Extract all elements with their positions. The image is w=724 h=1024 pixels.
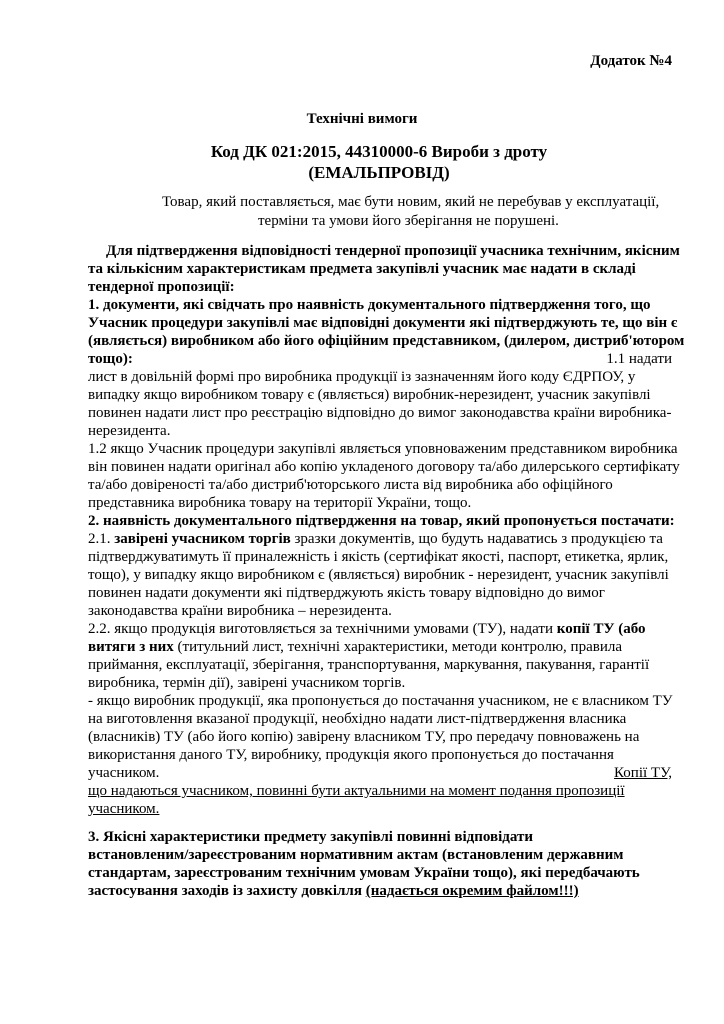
bold-intro-line-1: Для підтвердження відповідності тендерної пропозиції учасника технічним, якісним (106, 243, 680, 259)
dash-line-2: на виготовлення вказаної продукції, необхідно надати лист-підтвердження власника (88, 711, 627, 727)
section1-heading-line-1: 1. документи, які свідчать про наявність документального підтвердження того, що (88, 297, 651, 313)
p21-line-2: тощо), у випадку якщо виробником є (являється) виробник - нерезидент, учасник закупівлі (88, 567, 669, 583)
appendix-label: Додаток №4 (590, 53, 672, 69)
bold-intro-line-3: тендерної пропозиції: (88, 279, 235, 295)
p12-line-3: та/або довіреності та/або дистриб'юторського листа від виробника або офіційного (88, 477, 613, 493)
intro-line-2: терміни та умови його зберігання не порушені. (258, 213, 559, 229)
underlined-line-1: що надаються учасником, повинні бути актуальними на момент подання пропозиції (88, 783, 625, 799)
bold-intro-line-2: та кількісним характеристикам предмета закупівлі учасник має надати в складі (88, 261, 636, 277)
dash-line-end: учасником. (88, 765, 160, 781)
p11-line-4: нерезидента. (88, 423, 171, 439)
copies-tu-label: Копії ТУ, (614, 765, 672, 781)
p22-line-1: приймання, експлуатації, зберігання, транспортування, маркування, пакування, гарантії (88, 657, 650, 673)
p22-rest: (титульний лист, технічні характеристики, методи контролю, правила (173, 639, 622, 655)
section1-heading-line-4: тощо): (88, 351, 133, 367)
dash-line-3: (власників) ТУ (або його копію) завірену власником ТУ, про передачу повноважень на (88, 729, 640, 745)
section1-heading-line-3: (являється) виробником або його офіційним представником, (дилером, дистриб'ютором (88, 333, 685, 349)
code-heading-line2: (ЕМАЛЬПРОВІД) (308, 163, 450, 182)
p21-first-line (88, 530, 663, 548)
p12-line-4: представника виробника товару на території України, тощо. (88, 495, 472, 511)
section3-last-underlined: (надається окремим файлом!!!) (365, 883, 579, 899)
p22-start: 2.2. якщо продукція виготовляється за технічними умовами (ТУ), надати (88, 621, 557, 637)
p22-line-2: виробника, термін дії), завірені учасником торгів. (88, 675, 406, 691)
p11-start: 1.1 надати (606, 351, 672, 367)
p21-line-1: підтверджуватимуть її приналежність і якість (сертифікат якості, паспорт, етикетка, ярлик, (88, 549, 669, 565)
p22-bold1: копії ТУ (або (556, 621, 646, 637)
dash-line-1: - якщо виробник продукції, яка пропонується до постачання учасником, не є власником ТУ (88, 693, 673, 709)
copies-tu-right (536, 764, 672, 782)
section3-line-1: 3. Якісні характеристики предмету закупівлі повинні відповідати (88, 829, 534, 845)
intro-line-1: Товар, який поставляється, має бути новим, який не перебував у експлуатації, (162, 194, 660, 210)
p11-line-2: випадку якщо виробником товару є (являється) виробник-нерезидент, учасник закупівлі (88, 387, 651, 403)
p21-bold: завірені учасником торгів (114, 531, 291, 547)
dash-line-4: використання даного ТУ, виробнику, продукція якого пропонується до постачання (88, 747, 614, 763)
section2-heading: 2. наявність документального підтвердження на товар, який пропонується постачати: (88, 513, 675, 529)
p12-line-2: він повинен надати оригінал або копію укладеного договору та/або дилерського сертифікату (88, 459, 680, 475)
underlined-line-2: учасником. (88, 801, 160, 817)
p22-first-line (88, 620, 646, 638)
p21-line-4: законодавства країни виробника – нерезидента. (88, 603, 392, 619)
p11-line-1: лист в довільній формі про виробника продукції із зазначенням його коду ЄДРПОУ, у (88, 369, 636, 385)
section3-line-2: встановленим/зареєстрованим нормативним актам (встановленим державним (88, 847, 624, 863)
p21-rest: зразки документів, що будуть надаватись з продукцією та (290, 531, 663, 547)
p21-line-3: повинен надати документи які підтверджують якість товару відповідно до вимог (88, 585, 605, 601)
document-title: Технічні вимоги (306, 111, 418, 127)
section3-line-3: стандартам, зареєстрованим технічним умовам України тощо), які передбачають (88, 865, 640, 881)
p12-line-1: 1.2 якщо Учасник процедури закупівлі являється уповноваженим представником виробника (88, 441, 678, 457)
section3-last-text: застосування заходів із захисту довкілля (88, 883, 366, 899)
p21-number: 2.1. (88, 531, 115, 547)
p22-second-line (88, 638, 622, 656)
code-heading-line1: Код ДК 021:2015, 44310000-6 Вироби з дроту (210, 142, 548, 161)
p22-bold2: витяги з них (88, 639, 174, 655)
p11-line-3: повинен надати лист про реєстрацію відповідно до вимог законодавства країни виробника- (88, 405, 672, 421)
section1-heading-line-2: Учасник процедури закупівлі має відповідні документи які підтверджують те, що він є (88, 315, 678, 331)
section3-line-4 (88, 882, 579, 900)
